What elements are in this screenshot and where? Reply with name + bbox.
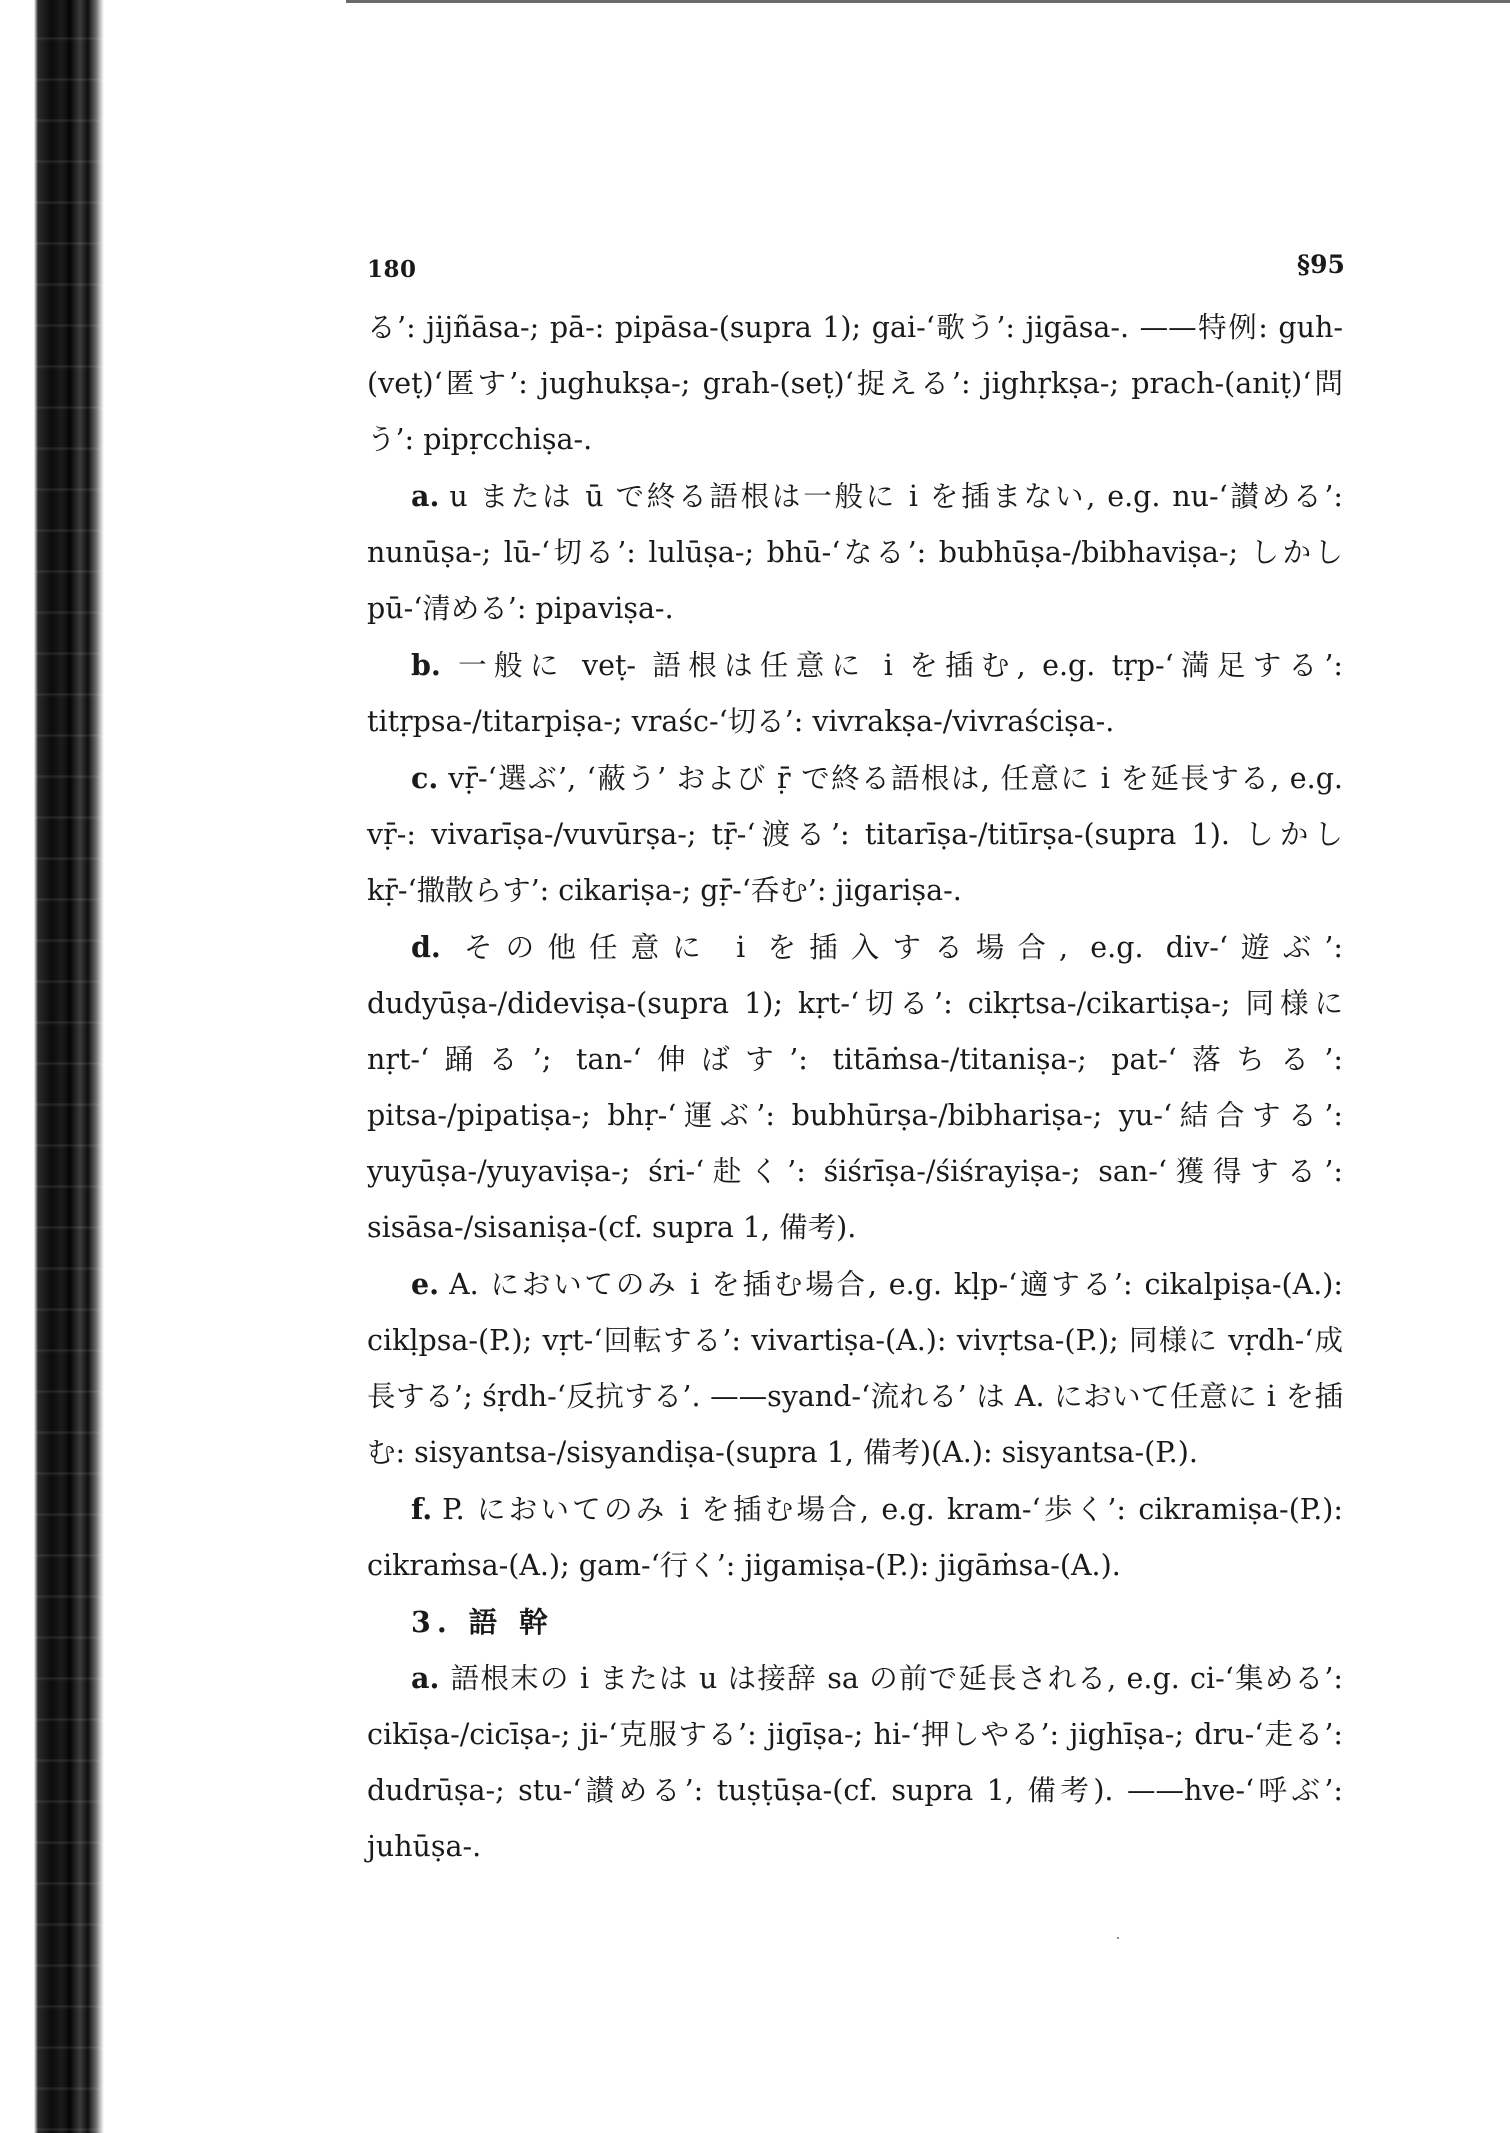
item-label: a. bbox=[411, 1661, 440, 1695]
paragraph-text: vṝ-‘選ぶ’, ‘蔽う’ および ṝ で終る語根は, 任意に i を延長する, e.g. vṝ-: vivarīṣa-/vuvūrṣa-; tṝ-‘渡る’: titarīṣa-/titīrṣa-(supra 1). しかし kṝ-‘撒散らす’: cikariṣa-; gṝ-‘呑む’: jigariṣa-. bbox=[367, 762, 1343, 907]
paragraph-d bbox=[367, 919, 1343, 1256]
item-label: c. bbox=[411, 761, 439, 795]
item-label: f. bbox=[411, 1492, 433, 1526]
section-heading: 3. 語 幹 bbox=[411, 1605, 554, 1639]
top-page-edge bbox=[346, 0, 1510, 3]
paragraph-b bbox=[367, 637, 1343, 750]
item-label: e. bbox=[411, 1267, 440, 1301]
paragraph-e bbox=[367, 1256, 1343, 1481]
page-number: 180 bbox=[367, 256, 417, 283]
paragraph-a bbox=[367, 468, 1343, 637]
gutter-streaks bbox=[0, 0, 104, 2133]
paragraph-text: u または ū で終る語根は一般に i を插まない, e.g. nu-‘讃める’: nunūṣa-; lū-‘切る’: lulūṣa-; bhū-‘なる’: bubhūṣa-/bibhaviṣa-; しかし pū-‘清める’: pipaviṣa-. bbox=[367, 480, 1343, 625]
paragraph-text: る’: jijñāsa-; pā-: pipāsa-(supra 1); gai-‘歌う’: jigāsa-. ——特例: guh-(veṭ)‘匿す’: jughukṣa-; grah-(seṭ)‘捉える’: jighṛkṣa-; prach-(aniṭ)‘問う’: pipṛcchiṣa-. bbox=[367, 311, 1343, 456]
item-label: a. bbox=[411, 479, 440, 513]
paragraph-c bbox=[367, 750, 1343, 919]
scan-speck bbox=[1117, 1937, 1119, 1939]
paragraph-continued bbox=[367, 300, 1343, 468]
section-mark: §95 bbox=[1297, 250, 1345, 279]
item-label: d. bbox=[411, 930, 441, 964]
paragraph-f bbox=[367, 1481, 1343, 1594]
item-label: b. bbox=[411, 648, 441, 682]
paragraph-text: P. においてのみ i を插む場合, e.g. kram-‘歩く’: cikramiṣa-(P.): cikraṁsa-(A.); gam-‘行く’: jigamiṣa-(P.): jigāṁsa-(A.). bbox=[367, 1493, 1343, 1582]
paragraph-text: 語根末の i または u は接辞 sa の前で延長される, e.g. ci-‘集める’: cikīṣa-/cicīṣa-; ji-‘克服する’: jigīṣa-; hi-‘押しやる’: jighīṣa-; dru-‘走る’: dudrūṣa-; stu-‘讃める’: tuṣṭūṣa-(cf. supra 1, 備考). ——hve-‘呼ぶ’: juhūṣa-. bbox=[367, 1662, 1343, 1863]
page-body bbox=[367, 300, 1343, 1875]
paragraph-text: その他任意に i を插入する場合, e.g. div-‘遊ぶ’: dudyūṣa-/dideviṣa-(supra 1); kṛt-‘切る’: cikṛtsa-/cikartiṣa-; 同様に nṛt-‘踊る’; tan-‘伸ばす’: titāṁsa-/titaniṣa-; pat-‘落ちる’: pitsa-/pipatiṣa-; bhṛ-‘運ぶ’: bubhūrṣa-/bibhariṣa-; yu-‘結合する’: yuyūṣa-/yuyaviṣa-; śri-‘赴く’: śiśrīṣa-/śiśrayiṣa-; san-‘獲得する’: sisāsa-/sisaniṣa-(cf. supra 1, 備考). bbox=[367, 931, 1343, 1244]
paragraph-text: 一般に veṭ- 語根は任意に i を插む, e.g. tṛp-‘満足する’: titṛpsa-/titarpiṣa-; vraśc-‘切る’: vivrakṣa-/vivraściṣa-. bbox=[367, 649, 1343, 738]
paragraph-text: A. においてのみ i を插む場合, e.g. kḷp-‘適する’: cikalpiṣa-(A.): cikḷpsa-(P.); vṛt-‘回転する’: vivartiṣa-(A.): vivṛtsa-(P.); 同様に vṛdh-‘成長する’; śṛdh-‘反抗する’. ——syand-‘流れる’ は A. において任意に i を插む: sisyantsa-/sisyandiṣa-(supra 1, 備考)(A.): sisyantsa-(P.). bbox=[367, 1268, 1343, 1469]
paragraph-3a bbox=[367, 1650, 1343, 1875]
